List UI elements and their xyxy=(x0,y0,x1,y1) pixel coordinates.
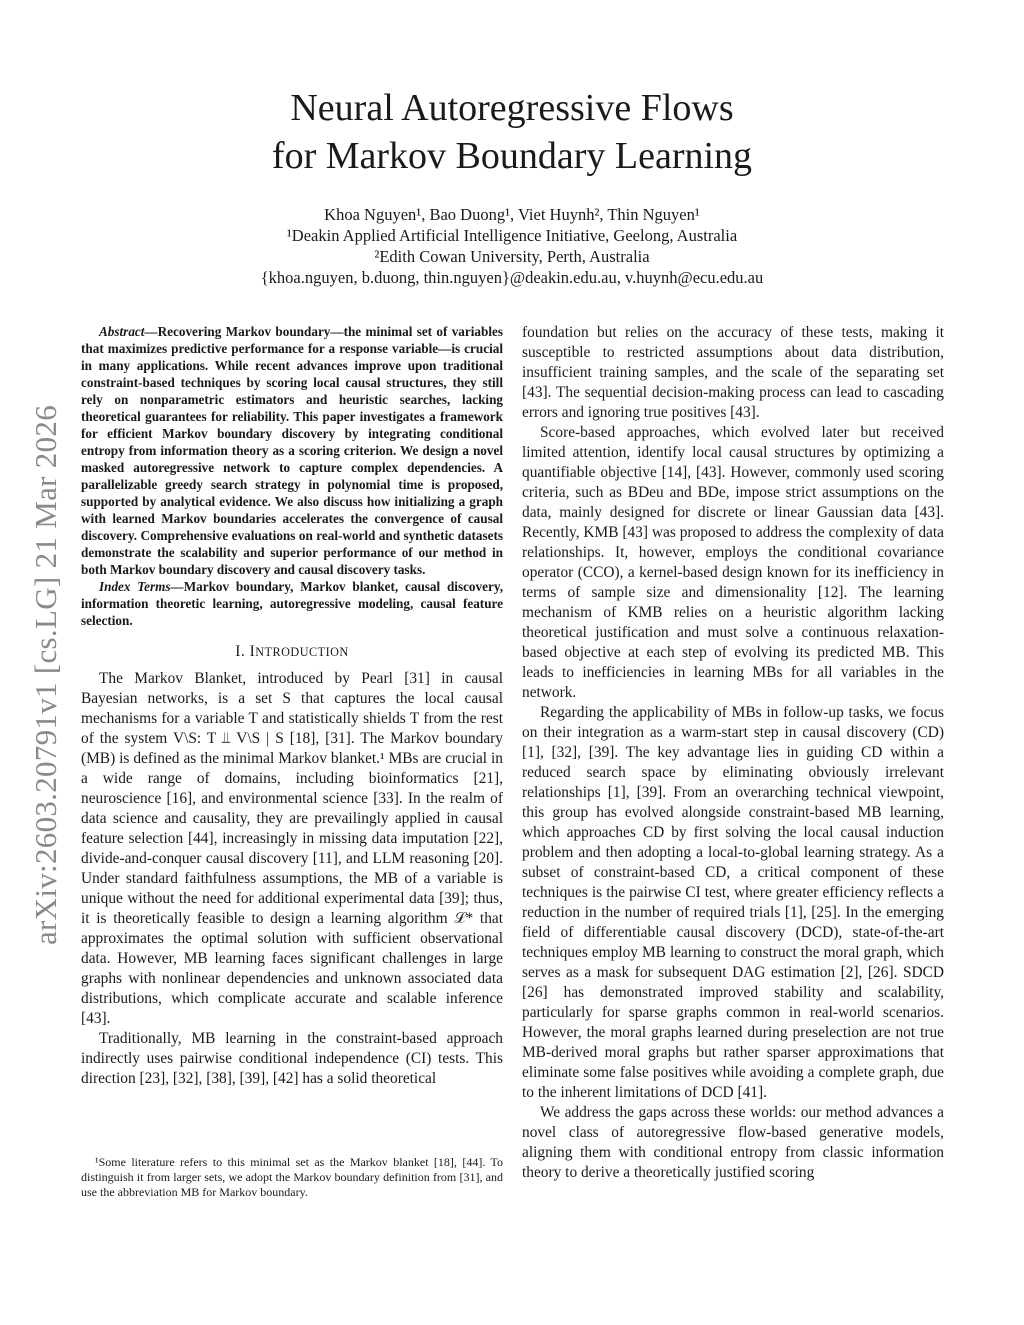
title-block xyxy=(0,84,1024,288)
arxiv-side-stamp xyxy=(26,365,66,985)
section-heading-introduction xyxy=(81,642,503,662)
author-block xyxy=(0,204,1024,288)
right-column xyxy=(522,323,944,1183)
left-column xyxy=(81,323,503,1089)
right-paragraph-3: Regarding the applicability of MBs in follow-up tasks, we focus on their integration as a warm-start step in causal discovery (CD) [1], [32], [39]. The key advantage lies in guiding CD within a reduced search space by eliminating obviously irrelevant relationships [1], [39]. From an overarching technical viewpoint, this group has evolved alongside constraint-based MB learning, which approaches CD by first solving the local causal induction problem and then adopting a local-to-global learning strategy. As a subset of constraint-based CD, a critical component of these techniques is the pairwise CI test, where greater efficiency reflects a reduction in the number of required trials [1], [25]. In the emerging field of differentiable causal discovery (DCD), state-of-the-art techniques employ MB learning to construct the moral graph, which serves as a mask for subsequent DAG estimation [2], [26]. SDCD [26] has demonstrated improved stability and scalability, particularly for sparse graphs common in real-world scenarios. However, the moral graphs learned during preselection are not true MB-derived moral graphs but rather sparser approximations that eliminate some false positives while avoiding a complete graph, due to the inherent limitations of DCD [41]. xyxy=(522,704,944,1101)
author-emails: {khoa.nguyen, b.duong, thin.nguyen}@deakin.edu.au, v.huynh@ecu.edu.au xyxy=(260,268,764,287)
section-initial: I xyxy=(249,643,256,660)
intro-paragraph-1: The Markov Blanket, introduced by Pearl [31] in causal Bayesian networks, is a set S that captures the local causal mechanisms for a variable T and statistically shields T from the rest of the system V\S: T ⫫ V\S | S [18], [31]. The Markov boundary (MB) is defined as the minimal Markov blanket.¹ MBs are crucial in a wide range of domains, including bioinformatics [21], neuroscience [16], and environmental science [33]. In the realm of data science and causality, they are prevailingly applied in causal feature selection [44], increasingly in missing data imputation [22], divide-and-conquer causal discovery [11], and LLM reasoning [20]. Under standard faithfulness assumptions, the MB of a variable is unique without the need for additional experimental data [39]; thus, it is theoretically feasible to design a learning algorithm ℒ* that approximates the optimal solution with sufficient observational data. However, MB learning faces significant challenges in large graphs with nonlinear dependencies and unknown associated data distributions, which complicate accurate and scalable inference [43]. xyxy=(81,670,503,1027)
section-numeral: I. xyxy=(235,643,250,660)
affiliation-1: ¹Deakin Applied Artificial Intelligence Initiative, Geelong, Australia xyxy=(286,226,738,245)
right-paragraph-4: We address the gaps across these worlds: our method advances a novel class of autoregressive flow-based generative models, aligning them with conditional entropy from classic information theory to derive a theoretically justified scoring xyxy=(522,1104,944,1181)
index-terms-label: Index Terms— xyxy=(99,579,184,594)
right-paragraph-1: foundation but relies on the accuracy of these tests, making it susceptible to restricted assumptions about data distribution, insufficient training samples, and the scale of the separating set [43]. The sequential decision-making process can lead to cascading errors and ignoring true positives [43]. xyxy=(522,324,944,421)
abstract-label: Abstract— xyxy=(99,324,158,339)
footnote-text: ¹Some literature refers to this minimal set as the Markov blanket [18], [44]. To distinguish it from larger sets, we adopt the Markov boundary definition from [31], and use the abbreviation MB for Markov boundary. xyxy=(81,1155,503,1199)
author-names: Khoa Nguyen¹, Bao Duong¹, Viet Huynh², Thin Nguyen¹ xyxy=(324,205,700,224)
footnote xyxy=(81,1155,503,1200)
index-terms xyxy=(81,578,503,629)
right-paragraph-2: Score-based approaches, which evolved later but received limited attention, identify local causal structures by optimizing a quantifiable objective [14], [43]. However, commonly used scoring criteria, such as BDeu and BDe, impose strict assumptions on the data, mainly designed for discrete or linear Gaussian data [43]. Recently, KMB [43] was proposed to address the complexity of data relationships. It, however, employs the conditional covariance operator (CCO), a kernel-based design known for its inefficiency in terms of sample size and dimensionality [12]. The learning mechanism of KMB relies on a heuristic algorithm lacking theoretical justification and must solve a continuous relaxation-based objective at each step of evolving its predicted MB. This leads to inefficiencies in learning MBs for all variables in the network. xyxy=(522,424,944,701)
title-line-1: Neural Autoregressive Flows xyxy=(290,87,734,129)
intro-paragraph-2: Traditionally, MB learning in the constraint-based approach indirectly uses pairwise conditional independence (CI) tests. This direction [23], [32], [38], [39], [42] has a solid theoretical xyxy=(81,1030,503,1087)
affiliation-2: ²Edith Cowan University, Perth, Australia xyxy=(374,247,650,266)
paper-title xyxy=(0,84,1024,180)
section-title-rest: NTRODUCTION xyxy=(255,645,349,659)
abstract-text: Recovering Markov boundary—the minimal set of variables that maximizes predictive performance for a response variable—is crucial in many applications. While recent advances improve upon traditional constraint-based techniques by scoring local causal structures, they still rely on nonparametric estimators and heuristic searches, lacking theoretical guarantees for reliability. This paper investigates a framework for efficient Markov boundary discovery by integrating conditional entropy from information theory as a scoring criterion. We design a novel masked autoregressive network to capture complex dependencies. A parallelizable greedy search strategy in polynomial time is proposed, supported by analytical evidence. We also discuss how initializing a graph with learned Markov boundaries accelerates the convergence of causal discovery. Comprehensive evaluations on real-world and synthetic datasets demonstrate the scalability and superior performance of our method in both Markov boundary discovery and causal discovery tasks. xyxy=(81,324,503,577)
title-line-2: for Markov Boundary Learning xyxy=(271,135,753,177)
index-terms-text: Markov boundary, Markov blanket, causal discovery, information theoretic learning, autoregressive modeling, causal feature selection. xyxy=(81,579,503,628)
abstract xyxy=(81,323,503,578)
arxiv-identifier: arXiv:2603.20791v1 [cs.LG] 21 Mar 2026 xyxy=(28,404,64,946)
